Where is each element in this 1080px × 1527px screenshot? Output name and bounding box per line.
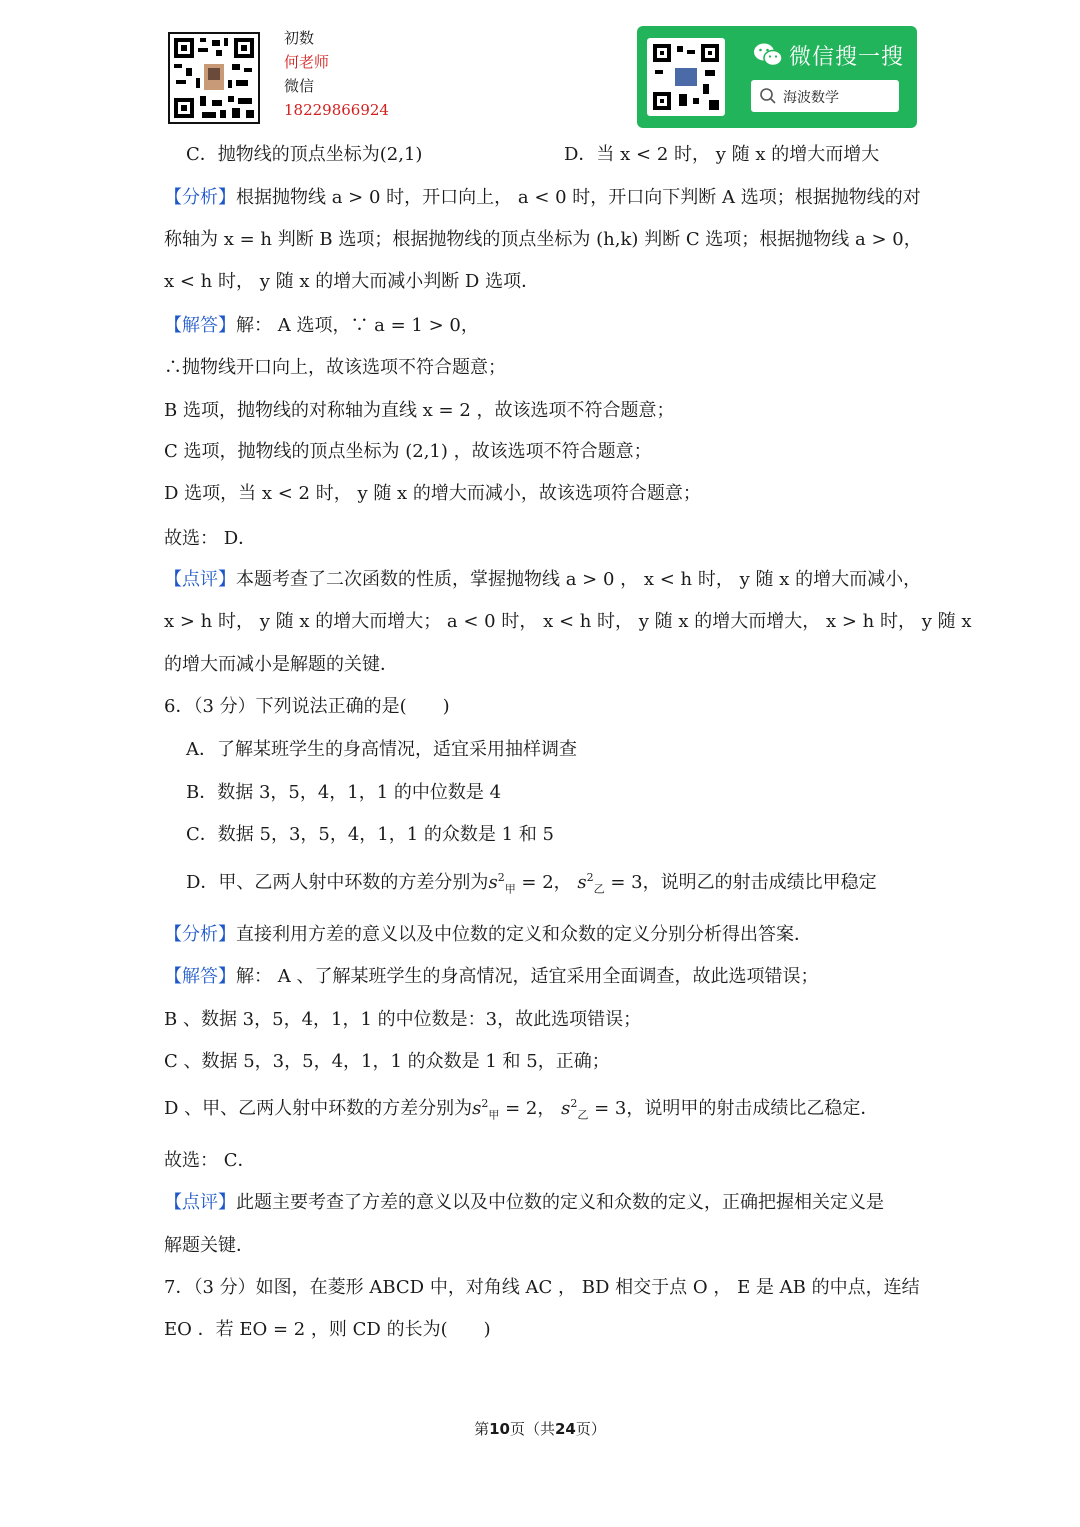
option-6d-tail: 说明乙的射击成绩比甲稳定 [660,872,877,893]
solution-5-line1 [164,311,479,337]
analysis-6-line1 [164,920,812,946]
wechat-logo-icon [753,42,783,68]
solution-6-tail: 说明甲的射击成绩比乙稳定． [644,1098,879,1119]
solution-5-line2: ∴抛物线开口向上，故该选项不符合题意； [164,357,506,378]
comment-5-line3: 的增大而减小是解题的关键． [164,654,398,675]
solution-6-line2: B 、数据 3，5，4，1，1 的中位数是：3，故此选项错误； [164,1009,642,1030]
comment-6-text1: 此题主要考查了方差的意义以及中位数的定义和众数的定义，正确把握相关定义是 [236,1192,884,1213]
footer-post: 页） [575,1420,606,1438]
solution-6-line4-text: D 、甲、乙两人射中环数的方差分别为 [164,1098,473,1119]
comment-5-text1: 本题考查了二次函数的性质，掌握抛物线 a > 0 ， x < h 时， y 随 x 的增大而减小， [236,569,922,590]
var-symbol-4: s [561,1098,571,1119]
var-sub-yi: 乙 [593,882,605,896]
solution-6-line3: C 、数据 5，3，5，4，1，1 的众数是 1 和 5，正确； [164,1051,610,1072]
contact-teacher: 何老师 [284,53,330,71]
wechat-search-banner [637,26,917,128]
solution-5-line4: C 选项，抛物线的顶点坐标为 (2,1) ，故该选项不符合题意； [164,441,652,462]
comment-6-line1 [164,1188,884,1214]
page-number: 10 [489,1420,510,1438]
search-icon [759,87,777,105]
option-5d: D．当 x < 2 时， y 随 x 的增大而增大 [564,144,880,165]
option-6a: A．了解某班学生的身高情况，适宜采用抽样调查 [186,739,577,760]
var-sub-jia: 甲 [504,882,516,896]
analysis-5-line2: 称轴为 x = h 判断 B 选项；根据抛物线的顶点坐标为 (h,k) 判断 C 选项；根据抛物线 a > 0， [164,229,922,250]
var-sub-jia-2: 甲 [488,1108,500,1122]
solution-5-line3: B 选项，抛物线的对称轴为直线 x = 2 ，故该选项不符合题意； [164,400,675,421]
wechat-search-title: 微信搜一搜 [789,45,905,70]
var-yi-value-2: = 3， [588,1098,645,1119]
analysis-tag-6: 【分析】 [164,924,236,945]
comment-5-line1 [164,565,921,591]
analysis-5-text1: 根据抛物线 a > 0 时，开口向上， a < 0 时，开口向下判断 A 选项；根据抛物线的对 [236,187,921,208]
question-6-stem: 6．（3 分）下列说法正确的是( ) [164,696,450,717]
answer-5: 故选： D． [164,528,257,549]
comment-6-line2: 解题关键． [164,1235,254,1256]
var-sub-yi-2: 乙 [577,1108,589,1122]
var-jia-value-2: = 2， [499,1098,556,1119]
qr-code-image [168,32,260,124]
option-6d-text: D．甲、乙两人射中环数的方差分别为 [186,872,489,893]
solution-6-line4 [164,1094,878,1123]
var-square-3: 2 [481,1097,489,1110]
wechat-qr-code [647,38,725,116]
wechat-search-box[interactable] [751,80,899,112]
footer-pre: 第 [474,1420,490,1438]
var-yi-value: = 3， [604,872,661,893]
var-square-4: 2 [570,1097,578,1110]
solution-tag: 【解答】 [164,315,236,336]
analysis-tag: 【分析】 [164,187,236,208]
contact-phone: 18229866924 [284,101,389,119]
var-square: 2 [497,871,505,884]
answer-6: 故选： C． [164,1150,256,1171]
page-total: 24 [555,1420,576,1438]
contact-wechat-label: 微信 [284,77,315,95]
comment-5-line2: x > h 时， y 随 x 的增大而增大； a < 0 时， x < h 时， y 随 x 的增大而增大， x > h 时， y 随 x [164,611,972,632]
contact-info [284,26,389,122]
question-7-line2: EO ．若 EO = 2 ，则 CD 的长为( ) [164,1319,491,1340]
option-6b: B．数据 3，5，4，1，1 的中位数是 4 [186,782,502,803]
var-jia-value: = 2， [515,872,572,893]
solution-5-text1: 解： A 选项，∵ a = 1 > 0， [236,315,479,336]
option-6c: C．数据 5，3，5，4，1，1 的众数是 1 和 5 [186,824,554,845]
solution-tag-6: 【解答】 [164,966,236,987]
question-7-line1: 7．（3 分）如图，在菱形 ABCD 中，对角线 AC ， BD 相交于点 O ， E 是 AB 的中点，连结 [164,1277,920,1298]
var-symbol-2: s [577,872,587,893]
comment-tag: 【点评】 [164,569,236,590]
var-symbol-3: s [472,1098,482,1119]
wechat-search-text: 海波数学 [783,90,839,106]
var-symbol: s [488,872,498,893]
comment-tag-6: 【点评】 [164,1192,236,1213]
analysis-5-line3: x < h 时， y 随 x 的增大而减小判断 D 选项． [164,271,540,292]
contact-subject: 初数 [284,29,315,47]
option-5c: C．抛物线的顶点坐标为(2,1) [186,144,423,165]
option-6d [186,868,877,897]
analysis-6-text: 直接利用方差的意义以及中位数的定义和众数的定义分别分析得出答案． [236,924,812,945]
solution-5-line5: D 选项，当 x < 2 时， y 随 x 的增大而减小，故该选项符合题意； [164,483,701,504]
footer-mid: 页（共 [509,1420,555,1438]
page-footer [0,1418,1080,1439]
analysis-5-line1 [164,183,921,209]
solution-6-text1: 解： A 、了解某班学生的身高情况，适宜采用全面调查，故此选项错误； [236,966,819,987]
solution-6-line1 [164,962,818,988]
var-square-2: 2 [586,871,594,884]
